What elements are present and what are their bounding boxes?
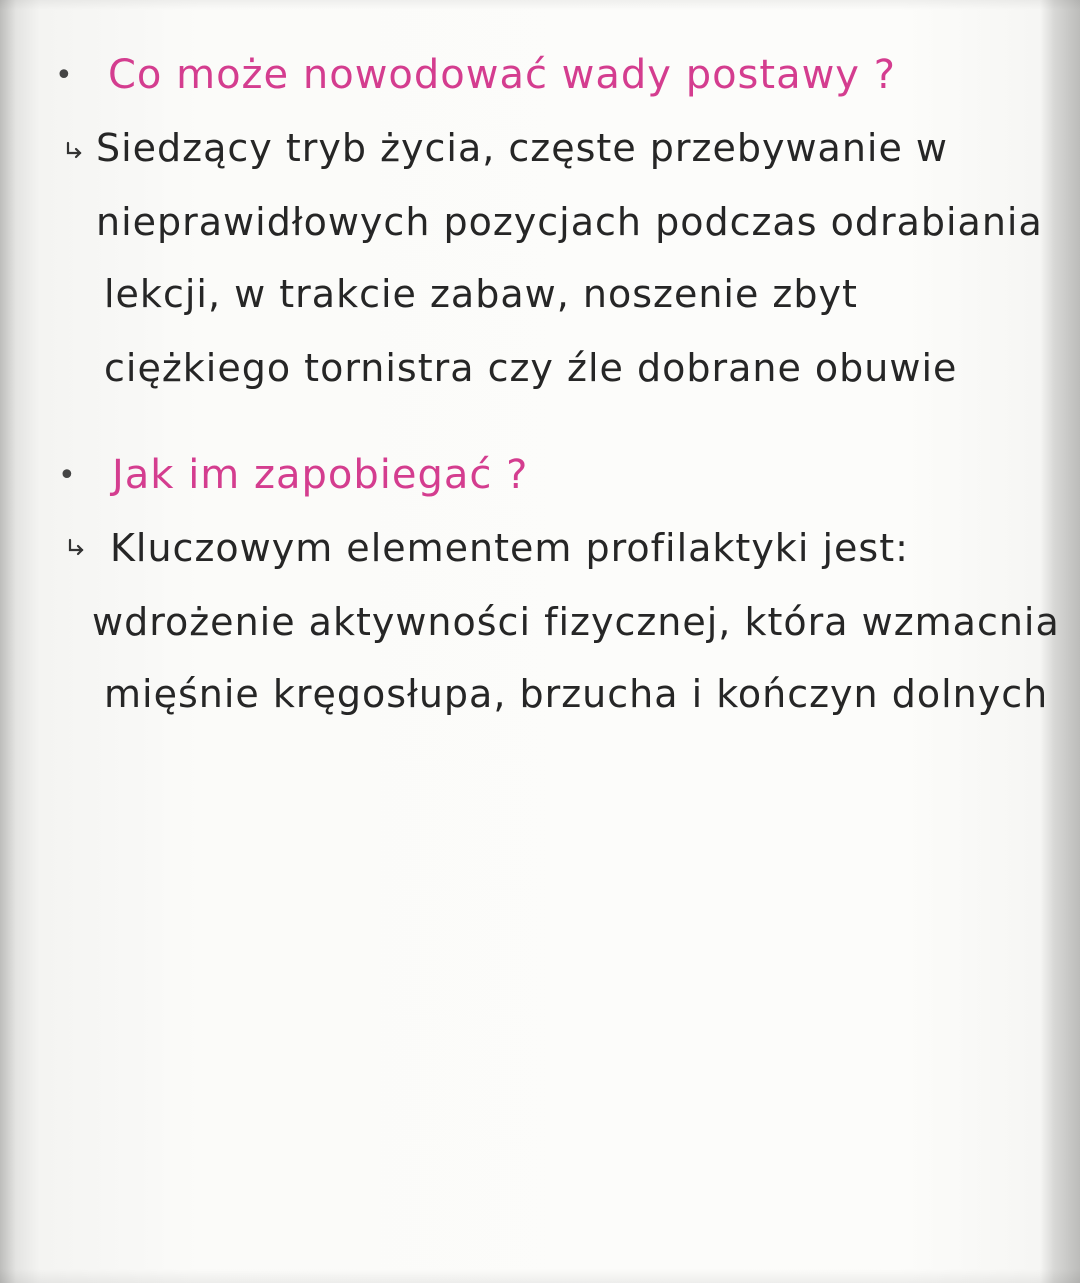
arrow-return-icon — [64, 141, 84, 161]
page-shadow-bottom — [0, 1269, 1080, 1283]
section1-line-2: nieprawidłowych pozycjach podczas odrabiania — [96, 200, 1043, 244]
section2-line-3: mięśnie kręgosłupa, brzucha i kończyn dolnych — [104, 672, 1049, 716]
arrow-return-icon — [66, 538, 86, 558]
section1-line-1: Siedzący tryb życia, częste przebywanie w — [96, 126, 949, 170]
section2-bullet: • — [58, 458, 76, 493]
section2-heading: Jak im zapobiegać ? — [112, 452, 529, 498]
section1-heading: Co może nowodować wady postawy ? — [108, 52, 896, 98]
section1-line-4: ciężkiego tornistra czy źle dobrane obuwie — [104, 346, 958, 390]
section2-line-1: Kluczowym elementem profilaktyki jest: — [110, 526, 909, 570]
page-shadow-top — [0, 0, 1080, 10]
section1-line-3: lekcji, w trakcie zabaw, noszenie zbyt — [104, 272, 858, 316]
section1-bullet: • — [55, 58, 73, 93]
section2-line-2: wdrożenie aktywności fizycznej, która wzmacnia — [92, 600, 1060, 644]
